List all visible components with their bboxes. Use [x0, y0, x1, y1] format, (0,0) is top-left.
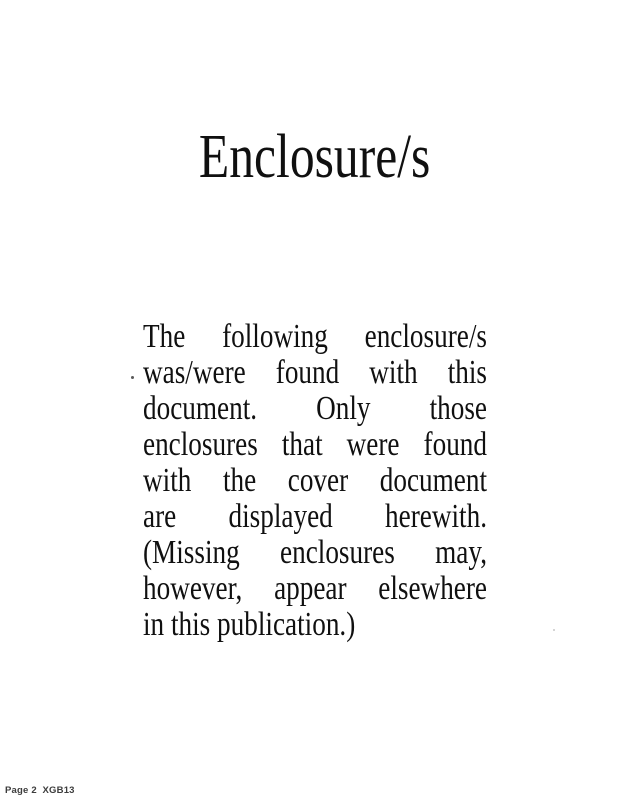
- body-line: The following enclosure/s: [143, 318, 487, 355]
- document-title: [143, 123, 487, 191]
- page-footer-label: Page 2 XGB13: [5, 785, 75, 796]
- body-line: document. Only those: [143, 390, 487, 427]
- body-line: in this publication.): [143, 606, 356, 643]
- scan-speck: [131, 376, 134, 379]
- body-line: are displayed herewith.: [143, 498, 487, 535]
- body-line: was/were found with this: [143, 354, 487, 391]
- scan-speck: [553, 629, 555, 631]
- body-line: however, appear elsewhere: [143, 570, 487, 607]
- body-line: (Missing enclosures may,: [143, 534, 487, 571]
- body-line: enclosures that were found: [143, 426, 487, 463]
- document-title-text: Enclosure/s: [199, 123, 431, 191]
- body-line: with the cover document: [143, 462, 487, 499]
- document-body: [143, 319, 573, 643]
